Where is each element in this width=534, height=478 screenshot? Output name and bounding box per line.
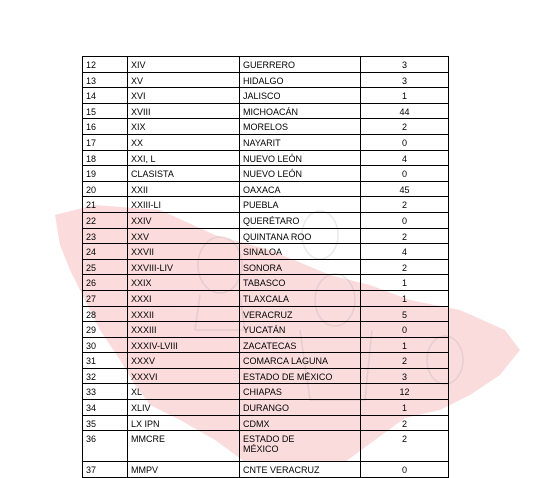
- row-count: 12: [361, 384, 449, 400]
- table-row: [83, 384, 449, 400]
- row-count: 2: [361, 259, 449, 275]
- row-number: 23: [83, 228, 128, 244]
- row-number: 14: [83, 88, 128, 104]
- row-count: 1: [361, 337, 449, 353]
- table-row: [83, 290, 449, 306]
- row-count: 0: [361, 134, 449, 150]
- row-state: ESTADO DE MÉXICO: [240, 368, 361, 384]
- row-number: 36: [83, 431, 128, 462]
- row-count: 4: [361, 244, 449, 260]
- row-state: CNTE VERACRUZ: [240, 462, 361, 478]
- row-count: 5: [361, 306, 449, 322]
- row-number: 31: [83, 353, 128, 369]
- table-row: [83, 244, 449, 260]
- table-row: [83, 259, 449, 275]
- row-section: MMCRE: [128, 431, 240, 462]
- table-row: [83, 134, 449, 150]
- table-row: [83, 368, 449, 384]
- table-row: [83, 275, 449, 291]
- row-state: NUEVO LEÓN: [240, 150, 361, 166]
- row-number: 18: [83, 150, 128, 166]
- row-state: NAYARIT: [240, 134, 361, 150]
- table-row: [83, 119, 449, 135]
- table-row: [83, 103, 449, 119]
- row-number: 33: [83, 384, 128, 400]
- row-number: 32: [83, 368, 128, 384]
- row-section: XVI: [128, 88, 240, 104]
- table-row: [83, 462, 449, 478]
- table-row: [83, 322, 449, 338]
- row-section: XX: [128, 134, 240, 150]
- row-number: 12: [83, 57, 128, 73]
- row-count: 0: [361, 462, 449, 478]
- table-row: [83, 431, 449, 462]
- row-state: QUERÉTARO: [240, 212, 361, 228]
- row-number: 19: [83, 166, 128, 182]
- row-state: SINALOA: [240, 244, 361, 260]
- row-number: 27: [83, 290, 128, 306]
- row-state: JALISCO: [240, 88, 361, 104]
- table-row: [83, 353, 449, 369]
- row-count: 2: [361, 415, 449, 431]
- row-state: TABASCO: [240, 275, 361, 291]
- row-state: YUCATÁN: [240, 322, 361, 338]
- table-row: [83, 212, 449, 228]
- row-count: 0: [361, 166, 449, 182]
- row-state: QUINTANA ROO: [240, 228, 361, 244]
- table-row: [83, 306, 449, 322]
- row-count: 4: [361, 150, 449, 166]
- table-row: [83, 57, 449, 73]
- table-row: [83, 400, 449, 416]
- table-row: [83, 415, 449, 431]
- row-number: 21: [83, 197, 128, 213]
- row-section: XL: [128, 384, 240, 400]
- row-number: 20: [83, 181, 128, 197]
- row-state: VERACRUZ: [240, 306, 361, 322]
- row-number: 37: [83, 462, 128, 478]
- row-section: XIX: [128, 119, 240, 135]
- row-state: PUEBLA: [240, 197, 361, 213]
- row-section: MMPV: [128, 462, 240, 478]
- row-section: XXII: [128, 181, 240, 197]
- row-section: XXIII-LI: [128, 197, 240, 213]
- row-number: 15: [83, 103, 128, 119]
- row-count: 3: [361, 368, 449, 384]
- row-count: 3: [361, 57, 449, 73]
- row-count: 0: [361, 322, 449, 338]
- row-section: XXXII: [128, 306, 240, 322]
- row-state: SONORA: [240, 259, 361, 275]
- row-state: COMARCA LAGUNA: [240, 353, 361, 369]
- table-row: [83, 337, 449, 353]
- table-row: [83, 197, 449, 213]
- row-count: 2: [361, 119, 449, 135]
- data-table: [82, 56, 449, 478]
- row-count: 1: [361, 400, 449, 416]
- row-number: 25: [83, 259, 128, 275]
- row-state: OAXACA: [240, 181, 361, 197]
- row-number: 16: [83, 119, 128, 135]
- row-number: 30: [83, 337, 128, 353]
- row-section: XXVII: [128, 244, 240, 260]
- row-count: 3: [361, 72, 449, 88]
- row-count: 1: [361, 88, 449, 104]
- table-row: [83, 150, 449, 166]
- row-count: 0: [361, 212, 449, 228]
- row-number: 17: [83, 134, 128, 150]
- row-number: 26: [83, 275, 128, 291]
- row-number: 28: [83, 306, 128, 322]
- row-state: DURANGO: [240, 400, 361, 416]
- row-section: CLASISTA: [128, 166, 240, 182]
- row-state: CHIAPAS: [240, 384, 361, 400]
- row-count: 1: [361, 275, 449, 291]
- row-count: 45: [361, 181, 449, 197]
- table-row: [83, 166, 449, 182]
- row-count: 1: [361, 290, 449, 306]
- row-section: XXI, L: [128, 150, 240, 166]
- row-state: HIDALGO: [240, 72, 361, 88]
- row-count: 2: [361, 353, 449, 369]
- row-state: MORELOS: [240, 119, 361, 135]
- row-number: 29: [83, 322, 128, 338]
- row-section: LX IPN: [128, 415, 240, 431]
- row-state: GUERRERO: [240, 57, 361, 73]
- row-state: ESTADO DE MÉXICO: [240, 431, 361, 462]
- row-number: 34: [83, 400, 128, 416]
- row-section: XXIV: [128, 212, 240, 228]
- table-row: [83, 228, 449, 244]
- row-section: XXIX: [128, 275, 240, 291]
- row-state: TLAXCALA: [240, 290, 361, 306]
- row-state: MICHOACÁN: [240, 103, 361, 119]
- row-section: XXXIV-LVIII: [128, 337, 240, 353]
- row-section: XVIII: [128, 103, 240, 119]
- row-section: XIV: [128, 57, 240, 73]
- row-section: XXXVI: [128, 368, 240, 384]
- row-number: 24: [83, 244, 128, 260]
- row-section: XLIV: [128, 400, 240, 416]
- table-row: [83, 181, 449, 197]
- row-section: XXXV: [128, 353, 240, 369]
- row-section: XXXIII: [128, 322, 240, 338]
- row-state: CDMX: [240, 415, 361, 431]
- row-count: 2: [361, 197, 449, 213]
- row-count: 44: [361, 103, 449, 119]
- row-count: 2: [361, 431, 449, 462]
- row-section: XXV: [128, 228, 240, 244]
- row-section: XXVIII-LIV: [128, 259, 240, 275]
- row-section: XV: [128, 72, 240, 88]
- row-number: 13: [83, 72, 128, 88]
- row-state: ZACATECAS: [240, 337, 361, 353]
- row-number: 22: [83, 212, 128, 228]
- row-section: XXXI: [128, 290, 240, 306]
- row-state: NUEVO LEÓN: [240, 166, 361, 182]
- row-count: 2: [361, 228, 449, 244]
- table-row: [83, 72, 449, 88]
- row-number: 35: [83, 415, 128, 431]
- table-row: [83, 88, 449, 104]
